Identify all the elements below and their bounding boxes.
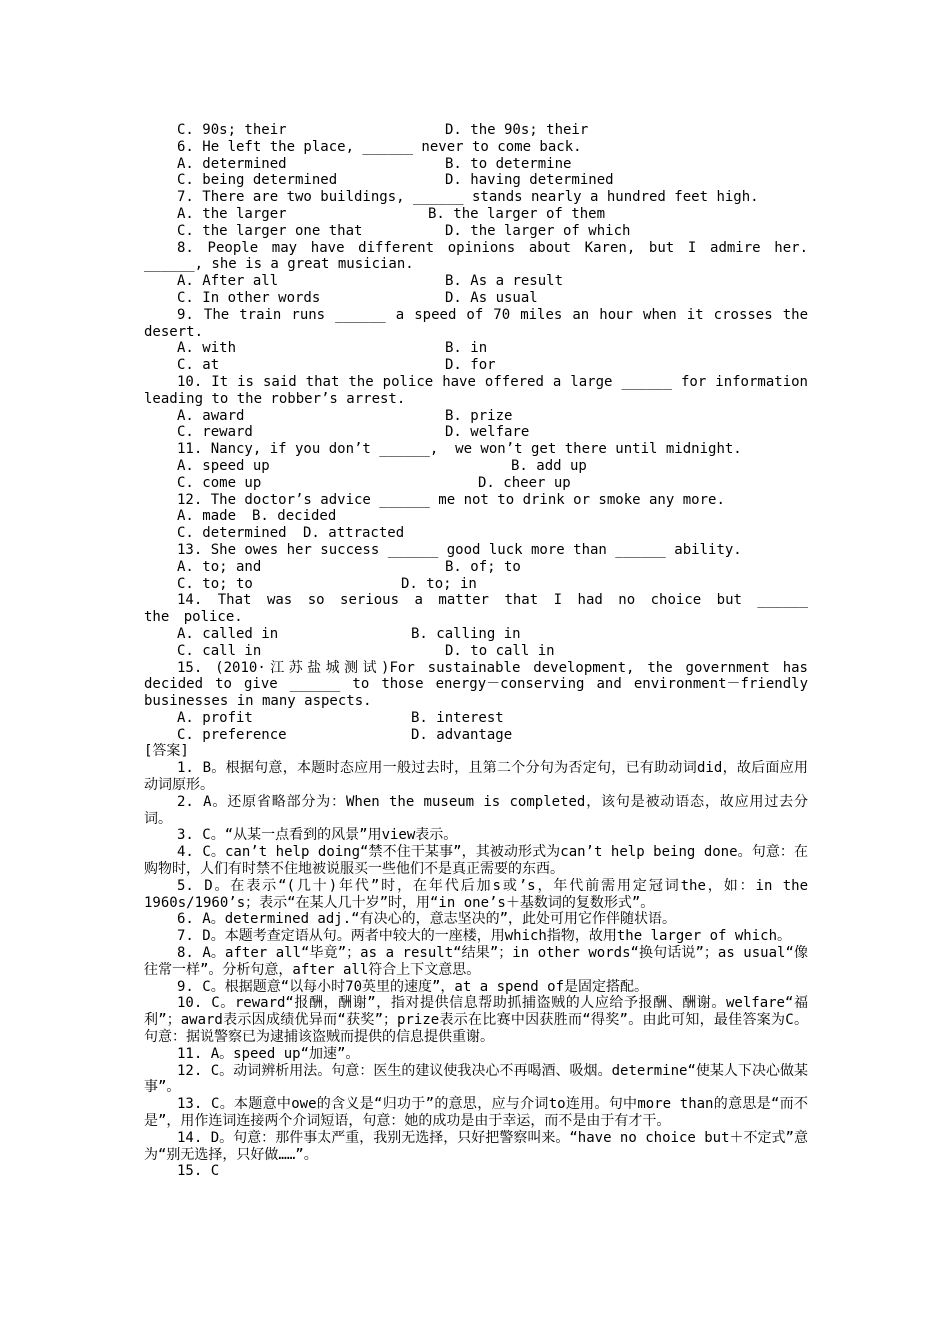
option: A. speed up (177, 457, 270, 474)
option: A. made (177, 508, 237, 525)
options-row (144, 727, 808, 744)
option: C. 90s; their (177, 122, 287, 138)
option: D. cheer up (478, 474, 571, 491)
options-row (144, 223, 808, 240)
question-stem: 10. It is said that the police have offered a large ______ for information leading to the robber’s arrest. (144, 373, 808, 407)
options-row (144, 290, 808, 307)
answer-item: 9. C。根据题意“以每小时70英里的速度”，at a spend of是固定搭配。 (177, 978, 649, 995)
option: D. welfare (445, 424, 530, 441)
option: B. prize (445, 407, 513, 424)
options-row (144, 340, 808, 357)
options-row (144, 643, 808, 660)
option: B. As a result (445, 273, 564, 290)
answer-item: 3. C。“从某一点看到的风景”用view表示。 (177, 827, 458, 844)
option: C. determined (177, 525, 287, 542)
question-stem: 11. Nancy, if you don’t ______, we won’t get there until midnight. (177, 441, 742, 458)
answer-item: 14. D。句意：那件事太严重，我别无选择，只好把警察叫来。“have no choice but＋不定式”意为“别无选择，只好做……”。 (144, 1129, 808, 1163)
option: C. the larger one that (177, 222, 363, 239)
options-row (144, 357, 808, 374)
options-row (144, 424, 808, 441)
option: C. come up (177, 474, 262, 491)
option: C. preference (177, 726, 287, 743)
answer-item: 2. A。还原省略部分为：When the museum is completed，该句是被动语态，故应用过去分词。 (144, 793, 808, 827)
option: C. to; to (177, 575, 253, 592)
option: D. to; in (401, 575, 477, 592)
option: B. to determine (445, 155, 572, 172)
option: A. determined (177, 155, 287, 172)
option: D. the larger of which (445, 222, 631, 239)
option: D. the 90s; their (445, 122, 589, 138)
answer-item: 4. C。can’t help doing“禁不住干某事”，其被动形式为can’t help being done。句意：在购物时，人们有时禁不住地被说服买一些他们不是真正需要的东西。 (144, 844, 808, 878)
question-stem: 14. That was so serious a matter that I had no choice but ______ the police. (144, 592, 808, 626)
option: C. being determined (177, 172, 338, 189)
answer-item: 8. A。after all“毕竟”；as a result“结果”；in other words“换句话说”；as usual“像往常一样”。分析句意，after all符合上下文意思。 (144, 945, 808, 978)
option: B. add up (511, 457, 587, 474)
options-row (144, 122, 808, 139)
option: A. called in (177, 625, 279, 642)
options-row (144, 156, 808, 173)
option: D. advantage (411, 726, 513, 743)
question-stem: 9. The train runs ______ a speed of 70 miles an hour when it crosses the desert. (144, 306, 808, 340)
answer-item: 12. C。动词辨析用法。句意：医生的建议使我决心不再喝酒、吸烟。determine“使某人下决心做某事”。 (144, 1062, 808, 1096)
question-stem: 12. The doctor’s advice ______ me not to drink or smoke any more. (177, 491, 725, 508)
answer-item: 10. C。reward“报酬，酬谢”，指对提供信息帮助抓捕盗贼的人应给予报酬、酬谢。welfare“福利”；award表示因成绩优异而“获奖”；prize表示在比赛中因获胜而“得奖”。由此可知，最佳答案为C。句意：据说警察已为逮捕该盗贼而提供的信息提供重谢。 (144, 995, 808, 1046)
options-row (144, 576, 808, 593)
option: C. call in (177, 642, 262, 659)
answer-item: 15. C (177, 1163, 220, 1180)
options-row (144, 206, 808, 223)
option: B. decided (252, 508, 337, 525)
answer-item: 13. C。本题意中owe的含义是“归功于”的意思，应与介词to连用。句中more than的意思是“而不是”，用作连词连接两个介词短语，句意：她的成功是由于幸运，而不是由于有才干。 (144, 1096, 808, 1130)
option: A. with (177, 340, 237, 357)
option: B. in (445, 340, 488, 357)
options-row (144, 458, 808, 475)
option: A. After all (177, 273, 279, 290)
option: C. reward (177, 424, 253, 441)
options-row (144, 475, 808, 492)
question-stem: 7. There are two buildings, ______ stands nearly a hundred feet high. (177, 189, 759, 206)
option: D. As usual (445, 289, 538, 306)
options-row (144, 525, 808, 542)
option: A. the larger (177, 205, 287, 222)
option: C. at (177, 357, 220, 374)
option: D. for (445, 357, 496, 374)
answer-item: 11. A。speed up“加速”。 (177, 1045, 360, 1062)
options-row (144, 273, 808, 290)
question-stem: 13. She owes her success ______ good luck more than ______ ability. (177, 541, 742, 558)
option: A. to; and (177, 558, 262, 575)
option: B. calling in (411, 625, 521, 642)
answer-header: [答案] (144, 743, 189, 760)
options-row (144, 172, 808, 189)
question-stem: 8. People may have different opinions about Karen, but I admire her. ______, she is a great musician. (144, 239, 808, 273)
option: A. profit (177, 709, 253, 726)
answer-item: 5. D。在表示“(几十)年代”时，在年代后加s或’s，年代前需用定冠词the，如：in the 1960s/1960’s；表示“在某人几十岁”时，用“in one’s＋基数词的复数形式”。 (144, 877, 808, 911)
answer-item: 7. D。本题考查定语从句。两者中较大的一座楼，用which指物，故用the larger of which。 (177, 928, 792, 945)
option: D. attracted (303, 525, 405, 542)
options-row (144, 710, 808, 727)
option: A. award (177, 407, 245, 424)
option: B. interest (411, 709, 504, 726)
answer-item: 6. A。determined adj.“有决心的，意志坚决的”，此处可用它作伴随状语。 (177, 911, 677, 928)
document-page (144, 122, 808, 1180)
answer-item: 1. B。根据句意，本题时态应用一般过去时，且第二个分句为否定句，已有助动词did，故后面应用动词原形。 (144, 760, 808, 794)
option: D. to call in (445, 642, 555, 659)
option: B. the larger of them (428, 205, 606, 222)
option: C. In other words (177, 289, 321, 306)
question-stem: 15. (2010·江苏盐城测试)For sustainable development, the government has decided to give ______ to those energy－conserving and environment－friendly businesses in many aspects. (144, 659, 808, 710)
options-row (144, 408, 808, 425)
option: B. of; to (445, 558, 521, 575)
option: D. having determined (445, 172, 614, 189)
options-row (144, 559, 808, 576)
question-stem: 6. He left the place, ______ never to come back. (177, 138, 582, 155)
options-row (144, 508, 808, 525)
options-row (144, 626, 808, 643)
